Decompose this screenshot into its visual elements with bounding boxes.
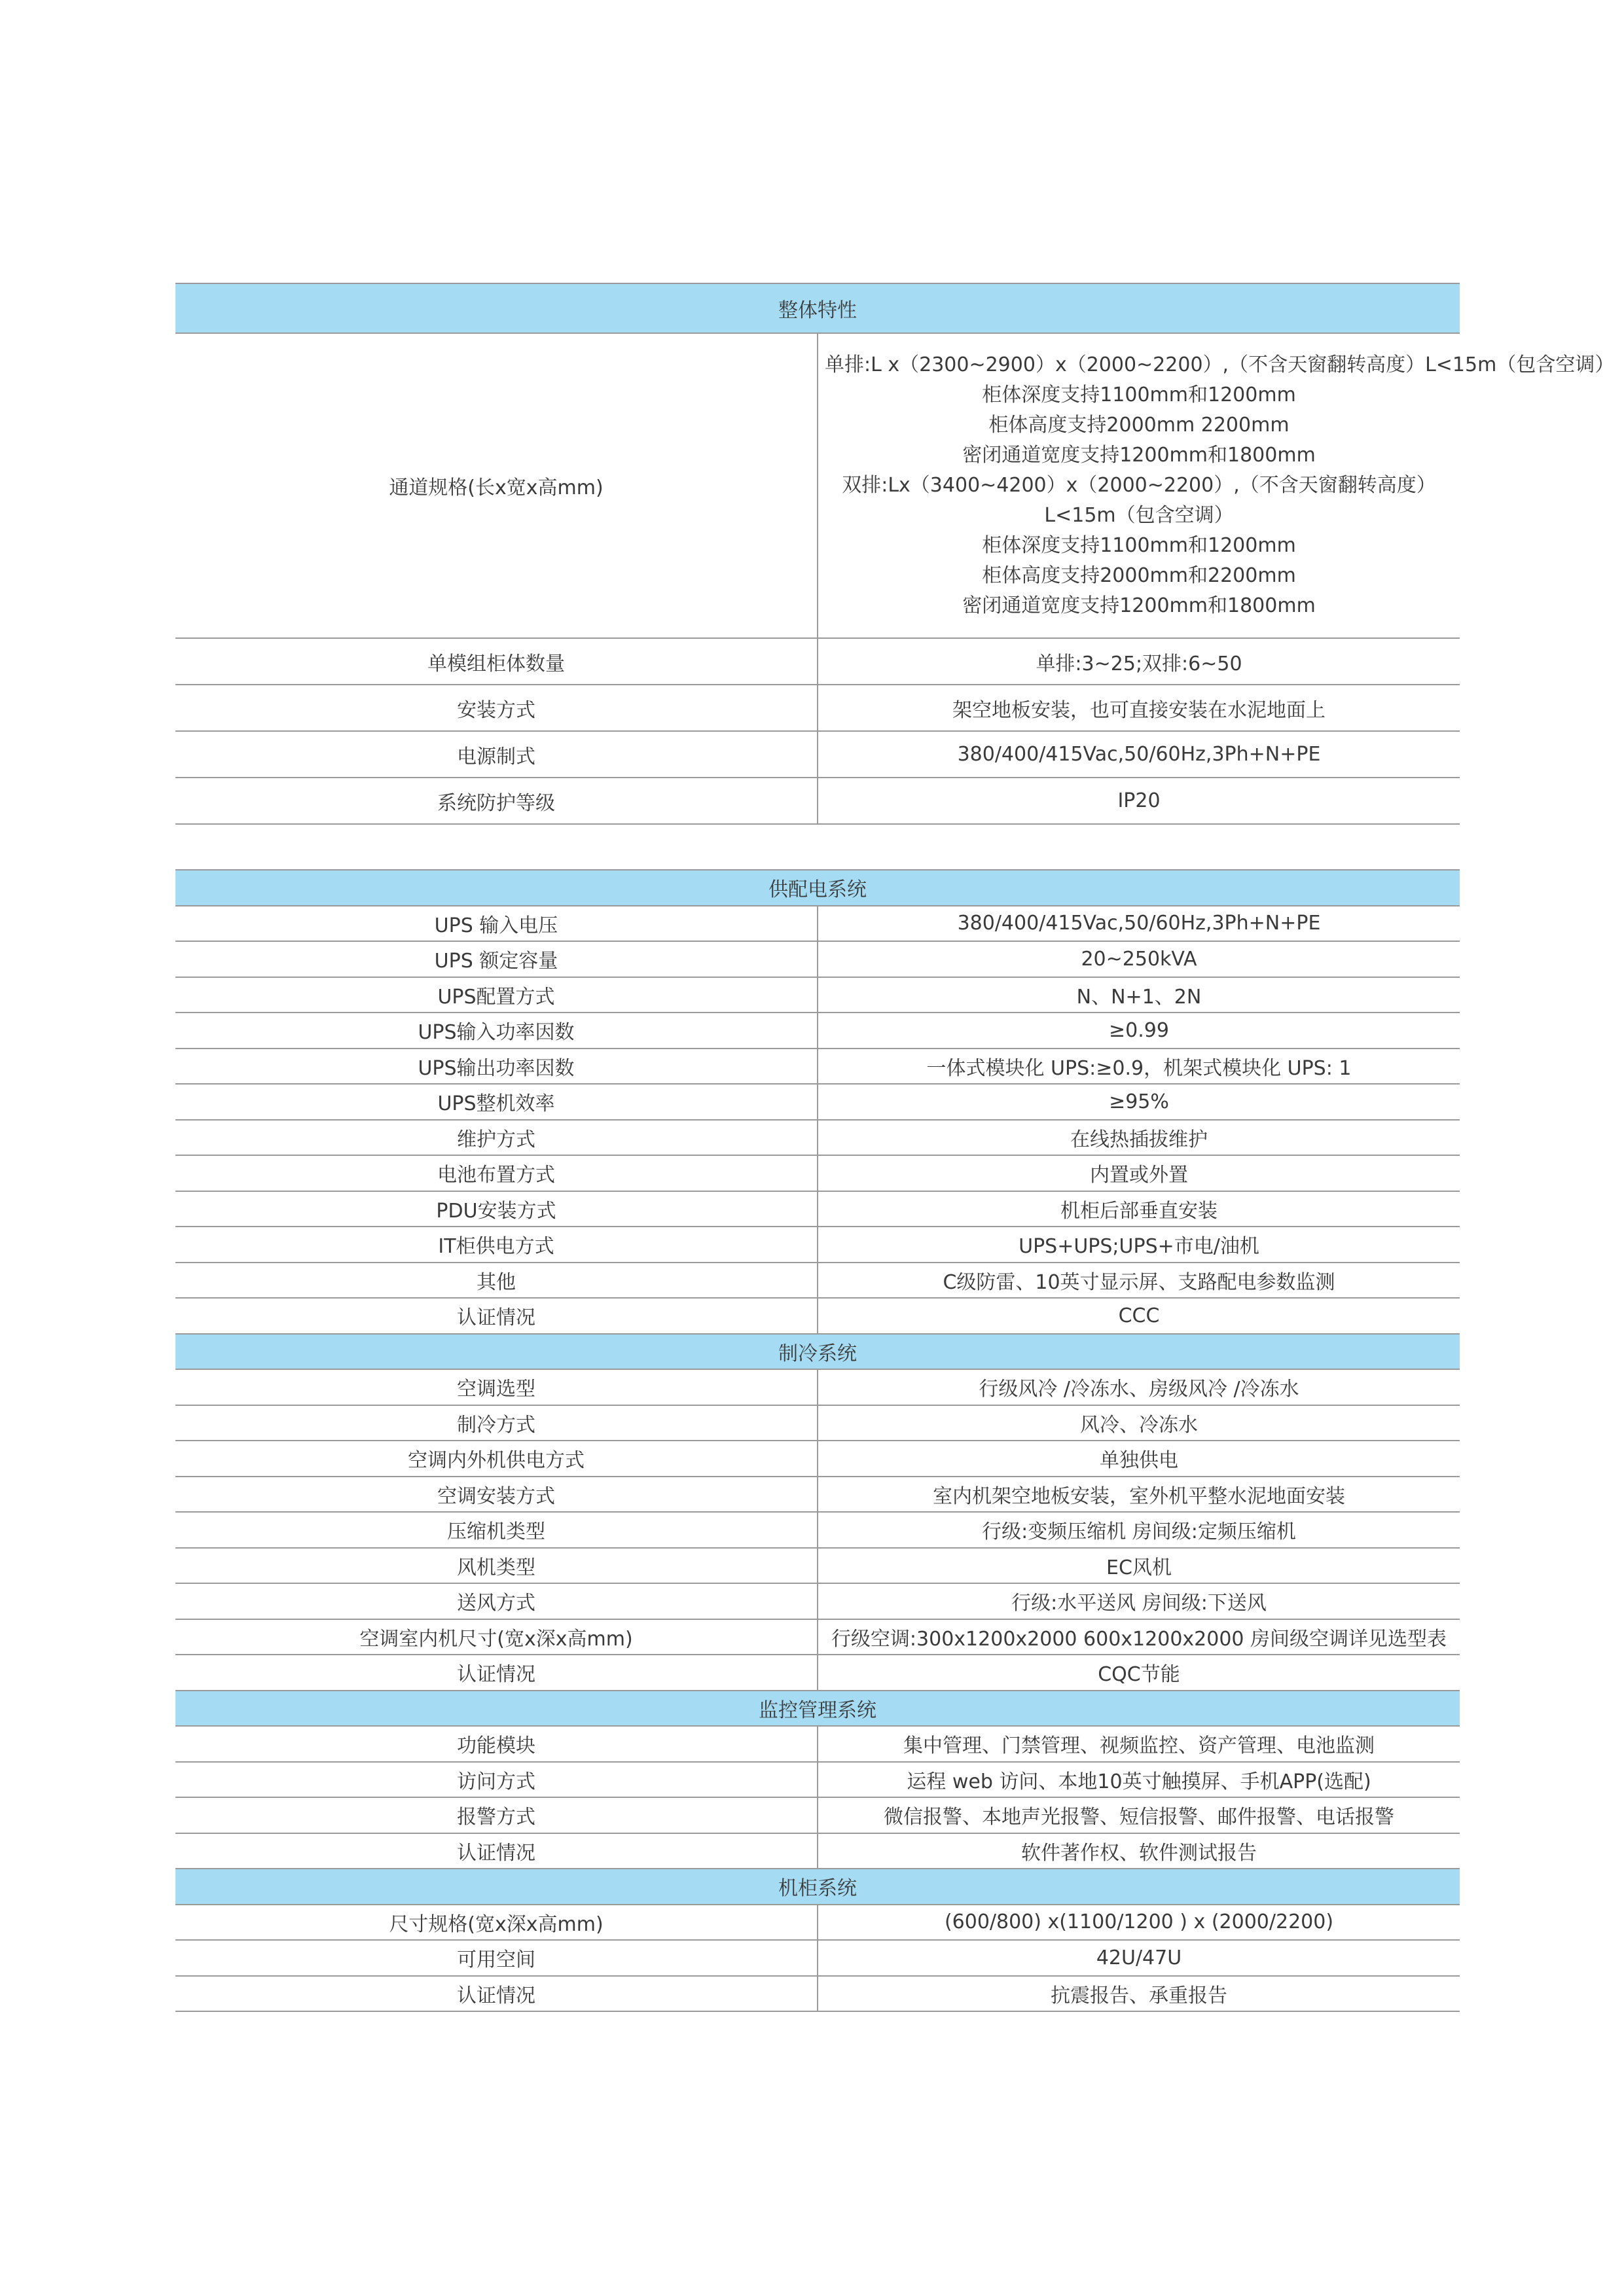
section-header-cooling (175, 1334, 1460, 1370)
row-label: UPS输入功率因数 (175, 1013, 818, 1049)
section-title-cabinet: 机柜系统 (175, 1869, 1460, 1905)
table-row (175, 1084, 1460, 1120)
row-label: 功能模块 (175, 1726, 818, 1762)
row-value: CQC节能 (818, 1655, 1460, 1691)
row-value: 单排:3~25;双排:6~50 (818, 638, 1460, 685)
table-row (175, 731, 1460, 778)
row-value: 内置或外置 (818, 1155, 1460, 1191)
row-value: UPS+UPS;UPS+市电/油机 (818, 1227, 1460, 1263)
table-row (175, 1477, 1460, 1513)
table-row (175, 1797, 1460, 1833)
table-row (175, 977, 1460, 1013)
row-label: 认证情况 (175, 1655, 818, 1691)
row-value: C级防雷、10英寸显示屏、支路配电参数监测 (818, 1263, 1460, 1299)
row-value: 架空地板安装，也可直接安装在水泥地面上 (818, 685, 1460, 731)
table-row (175, 1655, 1460, 1691)
section-header-overall (175, 283, 1460, 333)
channel-spec-value (818, 333, 1615, 638)
table-row (175, 906, 1460, 942)
row-label: 可用空间 (175, 1940, 818, 1976)
table-row (175, 1976, 1460, 2012)
section-title-overall: 整体特性 (175, 283, 1460, 333)
table-row (175, 1762, 1460, 1798)
row-label: 访问方式 (175, 1762, 818, 1798)
row-label: 压缩机类型 (175, 1512, 818, 1548)
table-row (175, 1155, 1460, 1191)
row-label: 安装方式 (175, 685, 818, 731)
table-row (175, 1191, 1460, 1227)
row-label: UPS配置方式 (175, 977, 818, 1013)
row-label: 空调内外机供电方式 (175, 1441, 818, 1477)
row-value: N、N+1、2N (818, 977, 1460, 1013)
row-value: 380/400/415Vac,50/60Hz,3Ph+N+PE (818, 906, 1460, 942)
table-row (175, 1512, 1460, 1548)
row-value: 单独供电 (818, 1441, 1460, 1477)
table-row (175, 1583, 1460, 1619)
row-value: ≥0.99 (818, 1013, 1460, 1049)
row-label: 尺寸规格(宽x深x高mm) (175, 1905, 818, 1941)
table-row (175, 1548, 1460, 1584)
row-label: UPS 额定容量 (175, 941, 818, 977)
row-value: 抗震报告、承重报告 (818, 1976, 1460, 2012)
row-label: PDU安装方式 (175, 1191, 818, 1227)
table-row (175, 1405, 1460, 1441)
row-label: 空调室内机尺寸(宽x深x高mm) (175, 1619, 818, 1655)
table-row (175, 1120, 1460, 1156)
row-label: 认证情况 (175, 1833, 818, 1869)
row-label: UPS输出功率因数 (175, 1049, 818, 1085)
spec-line: 密闭通道宽度支持1200mm和1800mm (962, 444, 1316, 467)
row-value: 42U/47U (818, 1940, 1460, 1976)
spec-line: 柜体高度支持2000mm和2200mm (982, 564, 1296, 587)
table-row (175, 1298, 1460, 1334)
row-value: EC风机 (818, 1548, 1460, 1584)
row-value: 20~250kVA (818, 941, 1460, 977)
table-row (175, 1441, 1460, 1477)
section-title-cooling: 制冷系统 (175, 1334, 1460, 1370)
table-row (175, 1013, 1460, 1049)
row-label: 认证情况 (175, 1976, 818, 2012)
row-value: ≥95% (818, 1084, 1460, 1120)
table-row (175, 685, 1460, 731)
row-label: 制冷方式 (175, 1405, 818, 1441)
row-value: 行级:水平送风 房间级:下送风 (818, 1583, 1460, 1619)
spec-line: 单排:L x（2300~2900）x（2000~2200）,（不含天窗翻转高度）L<15m（包含空调） (825, 353, 1615, 376)
row-label: 空调选型 (175, 1369, 818, 1405)
table-row (175, 1905, 1460, 1941)
spec-line: 密闭通道宽度支持1200mm和1800mm (962, 594, 1316, 617)
row-value: 在线热插拔维护 (818, 1120, 1460, 1156)
row-value: 软件著作权、软件测试报告 (818, 1833, 1460, 1869)
table-row (175, 1726, 1460, 1762)
row-label: 系统防护等级 (175, 778, 818, 824)
table-row (175, 778, 1460, 824)
row-label: 风机类型 (175, 1548, 818, 1584)
spec-line: 柜体深度支持1100mm和1200mm (982, 534, 1296, 557)
table-row (175, 1369, 1460, 1405)
row-value: 运程 web 访问、本地10英寸触摸屏、手机APP(选配) (818, 1762, 1460, 1798)
table-row (175, 1263, 1460, 1299)
row-value: 行级空调:300x1200x2000 600x1200x2000 房间级空调详见选型表 (818, 1619, 1460, 1655)
row-value: 集中管理、门禁管理、视频监控、资产管理、电池监测 (818, 1726, 1460, 1762)
row-value: (600/800) x(1100/1200 ) x (2000/2200) (818, 1905, 1460, 1941)
row-label: 通道规格(长x宽x高mm) (175, 333, 818, 638)
row-value: 风冷、冷冻水 (818, 1405, 1460, 1441)
row-value: 室内机架空地板安装，室外机平整水泥地面安装 (818, 1477, 1460, 1513)
row-label: 其他 (175, 1263, 818, 1299)
row-value: 380/400/415Vac,50/60Hz,3Ph+N+PE (818, 731, 1460, 778)
row-value: 一体式模块化 UPS:≥0.9，机架式模块化 UPS: 1 (818, 1049, 1460, 1085)
systems-spec-table (175, 869, 1460, 2012)
section-title-power: 供配电系统 (175, 870, 1460, 906)
overall-spec-table (175, 283, 1615, 825)
row-label: UPS整机效率 (175, 1084, 818, 1120)
row-label: 电池布置方式 (175, 1155, 818, 1191)
table-row (175, 941, 1460, 977)
spec-line: 柜体深度支持1100mm和1200mm (982, 384, 1296, 406)
section-header-cabinet (175, 1869, 1460, 1905)
table-row (175, 638, 1460, 685)
table-row (175, 333, 1460, 638)
row-value: 行级:变频压缩机 房间级:定频压缩机 (818, 1512, 1460, 1548)
row-value: CCC (818, 1298, 1460, 1334)
section-title-monitoring: 监控管理系统 (175, 1691, 1460, 1727)
row-label: 维护方式 (175, 1120, 818, 1156)
row-label: UPS 输入电压 (175, 906, 818, 942)
section-header-power (175, 870, 1460, 906)
table-row (175, 1619, 1460, 1655)
row-value: 机柜后部垂直安装 (818, 1191, 1460, 1227)
spec-line: L<15m（包含空调） (1044, 504, 1234, 527)
row-label: 电源制式 (175, 731, 818, 778)
row-label: 送风方式 (175, 1583, 818, 1619)
row-value: 行级风冷 /冷冻水、房级风冷 /冷冻水 (818, 1369, 1460, 1405)
table-row (175, 1940, 1460, 1976)
row-label: 单模组柜体数量 (175, 638, 818, 685)
row-value: IP20 (818, 778, 1460, 824)
row-label: 认证情况 (175, 1298, 818, 1334)
spec-line: 柜体高度支持2000mm 2200mm (988, 414, 1290, 437)
spec-line: 双排:Lx（3400~4200）x（2000~2200）,（不含天窗翻转高度） (842, 474, 1436, 497)
row-label: IT柜供电方式 (175, 1227, 818, 1263)
table-row (175, 1833, 1460, 1869)
row-value: 微信报警、本地声光报警、短信报警、邮件报警、电话报警 (818, 1797, 1460, 1833)
section-header-monitoring (175, 1691, 1460, 1727)
table-row (175, 1227, 1460, 1263)
row-label: 空调安装方式 (175, 1477, 818, 1513)
row-label: 报警方式 (175, 1797, 818, 1833)
table-row (175, 1049, 1460, 1085)
